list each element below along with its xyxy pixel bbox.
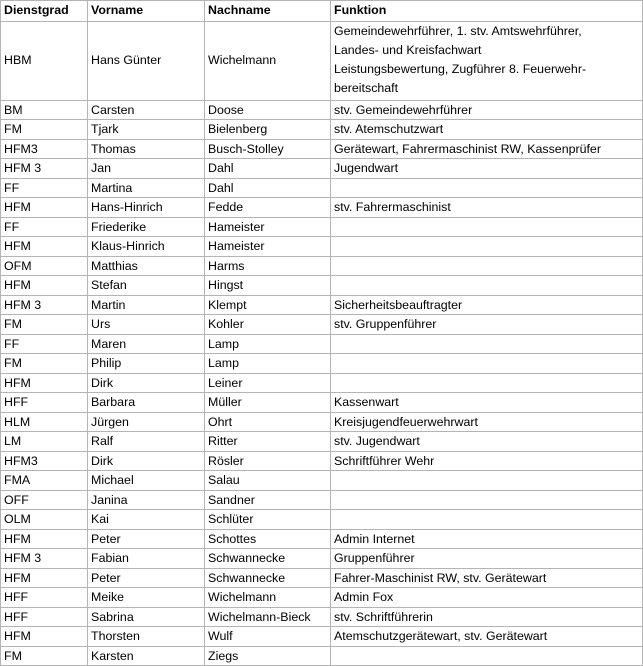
cell-function: Gruppenführer	[331, 549, 643, 569]
cell-function	[331, 21, 643, 100]
cell-last-name: Wichelmann	[205, 21, 331, 100]
cell-rank: HFM3	[1, 139, 88, 159]
cell-rank: FM	[1, 646, 88, 666]
cell-last-name: Schottes	[205, 529, 331, 549]
cell-rank: HFM	[1, 237, 88, 257]
cell-function: stv. Atemschutzwart	[331, 120, 643, 140]
cell-rank: HFF	[1, 607, 88, 627]
cell-function	[331, 373, 643, 393]
cell-last-name: Schwannecke	[205, 549, 331, 569]
cell-last-name: Fedde	[205, 198, 331, 218]
table-row	[1, 529, 643, 549]
table-row	[1, 315, 643, 335]
cell-last-name: Harms	[205, 256, 331, 276]
cell-function: Jugendwart	[331, 159, 643, 179]
cell-rank: HLM	[1, 412, 88, 432]
table-row	[1, 198, 643, 218]
cell-last-name: Müller	[205, 393, 331, 413]
table-row	[1, 627, 643, 647]
cell-first-name: Martina	[88, 178, 205, 198]
cell-first-name: Meike	[88, 588, 205, 608]
cell-rank: HBM	[1, 21, 88, 100]
cell-function: stv. Schriftführerin	[331, 607, 643, 627]
cell-first-name: Thomas	[88, 139, 205, 159]
cell-first-name: Karsten	[88, 646, 205, 666]
header-first-name: Vorname	[88, 1, 205, 22]
cell-function	[331, 510, 643, 530]
table-row	[1, 178, 643, 198]
cell-rank: FF	[1, 334, 88, 354]
cell-first-name: Kai	[88, 510, 205, 530]
cell-rank: HFF	[1, 588, 88, 608]
cell-rank: FM	[1, 354, 88, 374]
cell-rank: OLM	[1, 510, 88, 530]
cell-last-name: Busch-Stolley	[205, 139, 331, 159]
table-row	[1, 334, 643, 354]
cell-last-name: Dahl	[205, 159, 331, 179]
cell-first-name: Dirk	[88, 451, 205, 471]
table-row	[1, 21, 643, 100]
cell-function: Schriftführer Wehr	[331, 451, 643, 471]
table-row	[1, 373, 643, 393]
table-row	[1, 237, 643, 257]
cell-first-name: Carsten	[88, 100, 205, 120]
cell-last-name: Ohrt	[205, 412, 331, 432]
cell-last-name: Lamp	[205, 334, 331, 354]
cell-first-name: Barbara	[88, 393, 205, 413]
cell-rank: LM	[1, 432, 88, 452]
cell-first-name: Matthias	[88, 256, 205, 276]
cell-function: Fahrer-Maschinist RW, stv. Gerätewart	[331, 568, 643, 588]
table-row	[1, 451, 643, 471]
cell-first-name: Stefan	[88, 276, 205, 296]
cell-first-name: Hans-Hinrich	[88, 198, 205, 218]
table-row	[1, 549, 643, 569]
table-row	[1, 490, 643, 510]
cell-rank: HFM	[1, 627, 88, 647]
cell-function: Admin Fox	[331, 588, 643, 608]
cell-function	[331, 490, 643, 510]
cell-first-name: Michael	[88, 471, 205, 491]
table-row	[1, 432, 643, 452]
cell-function: Gerätewart, Fahrermaschinist RW, Kassenprüfer	[331, 139, 643, 159]
function-line: Gemeindewehrführer, 1. stv. Amtswehrführer,	[334, 23, 582, 38]
cell-rank: HFM 3	[1, 549, 88, 569]
cell-last-name: Rösler	[205, 451, 331, 471]
cell-rank: FF	[1, 217, 88, 237]
table-row	[1, 256, 643, 276]
cell-first-name: Jan	[88, 159, 205, 179]
cell-last-name: Sandner	[205, 490, 331, 510]
cell-first-name: Dirk	[88, 373, 205, 393]
cell-first-name: Maren	[88, 334, 205, 354]
cell-rank: HFM3	[1, 451, 88, 471]
cell-first-name: Sabrina	[88, 607, 205, 627]
cell-first-name: Friederike	[88, 217, 205, 237]
cell-last-name: Leiner	[205, 373, 331, 393]
cell-function	[331, 276, 643, 296]
table-row	[1, 276, 643, 296]
cell-last-name: Wulf	[205, 627, 331, 647]
header-last-name: Nachname	[205, 1, 331, 22]
table-row	[1, 568, 643, 588]
cell-last-name: Schwannecke	[205, 568, 331, 588]
table-row	[1, 139, 643, 159]
cell-first-name: Ralf	[88, 432, 205, 452]
table-row	[1, 100, 643, 120]
cell-last-name: Hingst	[205, 276, 331, 296]
cell-first-name: Janina	[88, 490, 205, 510]
cell-last-name: Hameister	[205, 237, 331, 257]
cell-rank: HFF	[1, 393, 88, 413]
cell-first-name: Martin	[88, 295, 205, 315]
table-body	[1, 21, 643, 666]
header-rank: Dienstgrad	[1, 1, 88, 22]
cell-function	[331, 256, 643, 276]
cell-first-name: Klaus-Hinrich	[88, 237, 205, 257]
cell-function: Admin Internet	[331, 529, 643, 549]
cell-rank: HFM	[1, 529, 88, 549]
cell-function	[331, 178, 643, 198]
cell-last-name: Bielenberg	[205, 120, 331, 140]
cell-first-name: Peter	[88, 529, 205, 549]
table-row	[1, 607, 643, 627]
cell-last-name: Doose	[205, 100, 331, 120]
table-row	[1, 471, 643, 491]
cell-first-name: Philip	[88, 354, 205, 374]
cell-last-name: Lamp	[205, 354, 331, 374]
cell-last-name: Schlüter	[205, 510, 331, 530]
table-row	[1, 412, 643, 432]
table-row	[1, 159, 643, 179]
cell-function: stv. Gemeindewehrführer	[331, 100, 643, 120]
cell-rank: HFM	[1, 198, 88, 218]
cell-last-name: Wichelmann	[205, 588, 331, 608]
cell-function: Kassenwart	[331, 393, 643, 413]
cell-first-name: Peter	[88, 568, 205, 588]
cell-rank: HFM 3	[1, 159, 88, 179]
cell-function: Atemschutzgerätewart, stv. Gerätewart	[331, 627, 643, 647]
cell-rank: OFM	[1, 256, 88, 276]
cell-function	[331, 334, 643, 354]
cell-last-name: Klempt	[205, 295, 331, 315]
cell-rank: FM	[1, 120, 88, 140]
cell-rank: HFM	[1, 276, 88, 296]
cell-first-name: Tjark	[88, 120, 205, 140]
cell-first-name: Jürgen	[88, 412, 205, 432]
table-header-row	[1, 1, 643, 22]
cell-last-name: Salau	[205, 471, 331, 491]
cell-rank: FM	[1, 315, 88, 335]
cell-function: Kreisjugendfeuerwehrwart	[331, 412, 643, 432]
function-line: bereitschaft	[334, 80, 399, 95]
table-row	[1, 295, 643, 315]
table-row	[1, 646, 643, 666]
cell-rank: HFM	[1, 373, 88, 393]
table-row	[1, 120, 643, 140]
cell-function	[331, 217, 643, 237]
cell-function: stv. Fahrermaschinist	[331, 198, 643, 218]
cell-function: Sicherheitsbeauftragter	[331, 295, 643, 315]
cell-rank: HFM	[1, 568, 88, 588]
cell-last-name: Ziegs	[205, 646, 331, 666]
cell-last-name: Dahl	[205, 178, 331, 198]
table-row	[1, 510, 643, 530]
cell-last-name: Kohler	[205, 315, 331, 335]
cell-first-name: Hans Günter	[88, 21, 205, 100]
function-line: Leistungsbewertung, Zugführer 8. Feuerwehr-	[334, 61, 587, 76]
cell-first-name: Urs	[88, 315, 205, 335]
cell-function	[331, 646, 643, 666]
cell-rank: FF	[1, 178, 88, 198]
table-row	[1, 588, 643, 608]
cell-function: stv. Jugendwart	[331, 432, 643, 452]
table-row	[1, 393, 643, 413]
cell-function	[331, 237, 643, 257]
header-function: Funktion	[331, 1, 643, 22]
cell-first-name: Fabian	[88, 549, 205, 569]
cell-first-name: Thorsten	[88, 627, 205, 647]
cell-function: stv. Gruppenführer	[331, 315, 643, 335]
function-line: Landes- und Kreisfachwart	[334, 42, 482, 57]
cell-function	[331, 471, 643, 491]
cell-rank: BM	[1, 100, 88, 120]
cell-last-name: Ritter	[205, 432, 331, 452]
cell-rank: OFF	[1, 490, 88, 510]
table-row	[1, 217, 643, 237]
cell-last-name: Hameister	[205, 217, 331, 237]
cell-rank: HFM 3	[1, 295, 88, 315]
cell-rank: FMA	[1, 471, 88, 491]
table-row	[1, 354, 643, 374]
cell-last-name: Wichelmann-Bieck	[205, 607, 331, 627]
cell-function	[331, 354, 643, 374]
